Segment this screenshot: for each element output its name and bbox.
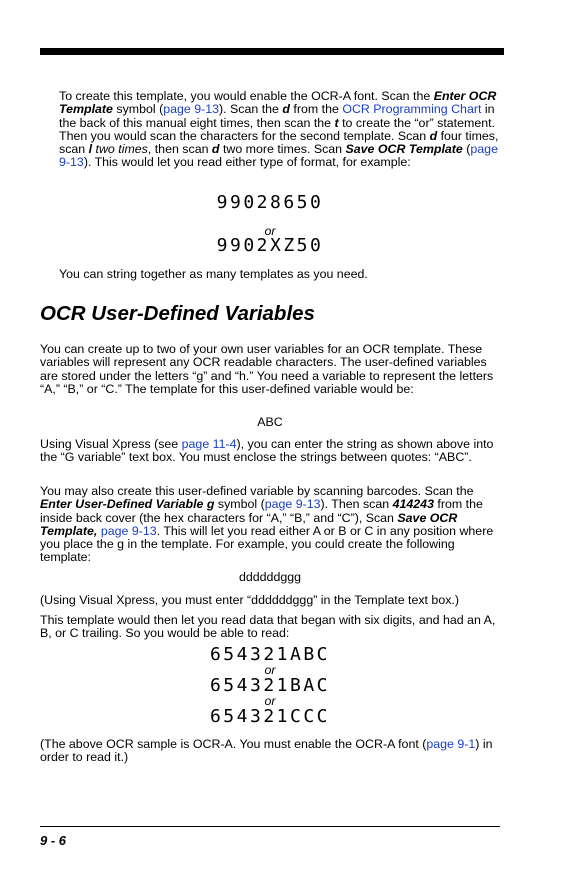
bold-char: t bbox=[334, 115, 339, 130]
page-link[interactable]: page 9-13 bbox=[100, 523, 157, 538]
paragraph-text: You may also create this user-defined variable by scanning barcodes. Scan the bbox=[40, 484, 474, 498]
bold-char: d bbox=[211, 142, 220, 157]
or-separator: or bbox=[264, 224, 276, 238]
paragraph-text: ) in order to read it.) bbox=[40, 737, 493, 765]
footer-rule bbox=[40, 826, 500, 827]
section-title: OCR User-Defined Variables bbox=[40, 302, 315, 325]
ocr-programming-chart-link[interactable]: OCR Programming Chart bbox=[342, 102, 482, 117]
intro-text: ( bbox=[462, 142, 471, 157]
template-example: ddddddggg bbox=[238, 570, 302, 584]
intro-paragraph bbox=[59, 90, 499, 170]
bold-char: d bbox=[282, 102, 290, 117]
page-link[interactable]: page 9-13 bbox=[59, 142, 498, 170]
page-number: 9 - 6 bbox=[40, 833, 67, 848]
trailing-letters-paragraph: This template would then let you read data that began with six digits, and had an A, B, or C trailing. So you would be able to read: bbox=[40, 613, 496, 641]
visual-xpress-paragraph bbox=[40, 438, 500, 465]
visual-xpress-note: (Using Visual Xpress, you must enter “ddddddggg” in the Template text box.) bbox=[40, 593, 459, 607]
paragraph-text: Using Visual Xpress (see bbox=[40, 437, 182, 451]
ocr-example-line: 654321BAC bbox=[209, 675, 331, 696]
intro-text: To create this template, you would enable the OCR-A font. Scan the bbox=[59, 89, 434, 103]
paragraph-text: from the inside back cover (the hex characters for “A,” “B,” and “C”), Scan bbox=[40, 497, 483, 525]
page-link[interactable]: page 9-13 bbox=[163, 102, 220, 117]
scanning-barcodes-paragraph bbox=[40, 485, 500, 565]
save-ocr-template-label: Save OCR Template, bbox=[40, 510, 458, 538]
ocr-example-line: 654321ABC bbox=[209, 644, 331, 665]
bold-char: d bbox=[429, 128, 438, 143]
enter-user-defined-variable-label: Enter User-Defined Variable g bbox=[40, 497, 215, 512]
enter-ocr-template-label: Enter OCR Template bbox=[59, 89, 497, 117]
intro-text: ). Scan the bbox=[219, 102, 283, 117]
paragraph-text: ), you can enter the string as shown above into the “G variable” text box. You must enclose the strings between quotes: “ABC”. bbox=[40, 437, 494, 465]
user-variables-paragraph: You can create up to two of your own user variables for an OCR template. These variables will represent any OCR readable characters. The user-defined variables are stored under the letters “g” and “h.” You need a variable to represent the letters “A,” “B,” or “C.” The template for this user-defined variable would be: bbox=[40, 342, 494, 396]
bold-char: l bbox=[88, 142, 93, 157]
page-link[interactable]: page 11-4 bbox=[181, 437, 237, 451]
paragraph-text: ). Then scan bbox=[320, 497, 393, 512]
ocr-example-line: 9902XZ50 bbox=[216, 235, 324, 256]
intro-text: two more times. Scan bbox=[219, 142, 346, 157]
paragraph-text: symbol ( bbox=[214, 497, 265, 512]
intro-text: symbol ( bbox=[112, 102, 164, 117]
intro-text: ). This would let you read either type of format, for example: bbox=[83, 155, 411, 170]
page-link[interactable]: page 9-13 bbox=[264, 497, 321, 512]
or-separator: or bbox=[264, 694, 276, 708]
ocr-a-note bbox=[40, 738, 500, 765]
paragraph-text: (The above OCR sample is OCR-A. You must enable the OCR-A font ( bbox=[40, 737, 427, 751]
string-together-text: You can string together as many templates as you need. bbox=[59, 267, 368, 281]
ocr-example-line: 99028650 bbox=[216, 192, 324, 213]
italic-text: two times bbox=[95, 142, 148, 157]
abc-template: ABC bbox=[257, 415, 283, 429]
intro-text: , then scan bbox=[147, 142, 212, 157]
paragraph-text: . This will let you read either A or B or C in any position where you place the g in the template. For example, you could create the following template: bbox=[40, 523, 494, 565]
intro-text: in the back of this manual eight times, then scan the bbox=[59, 102, 495, 130]
intro-text: four times, scan bbox=[59, 128, 499, 157]
intro-text: to create the “or” statement. Then you would scan the characters for the second template. Scan bbox=[59, 115, 495, 143]
ocr-example-line: 654321CCC bbox=[209, 706, 331, 727]
header-rule bbox=[40, 48, 504, 55]
page-link[interactable]: page 9-1 bbox=[426, 737, 476, 751]
intro-text: from the bbox=[289, 102, 343, 117]
or-separator: or bbox=[264, 663, 276, 677]
hex-code: 414243 bbox=[392, 497, 434, 512]
save-ocr-template-label: Save OCR Template bbox=[345, 142, 463, 157]
